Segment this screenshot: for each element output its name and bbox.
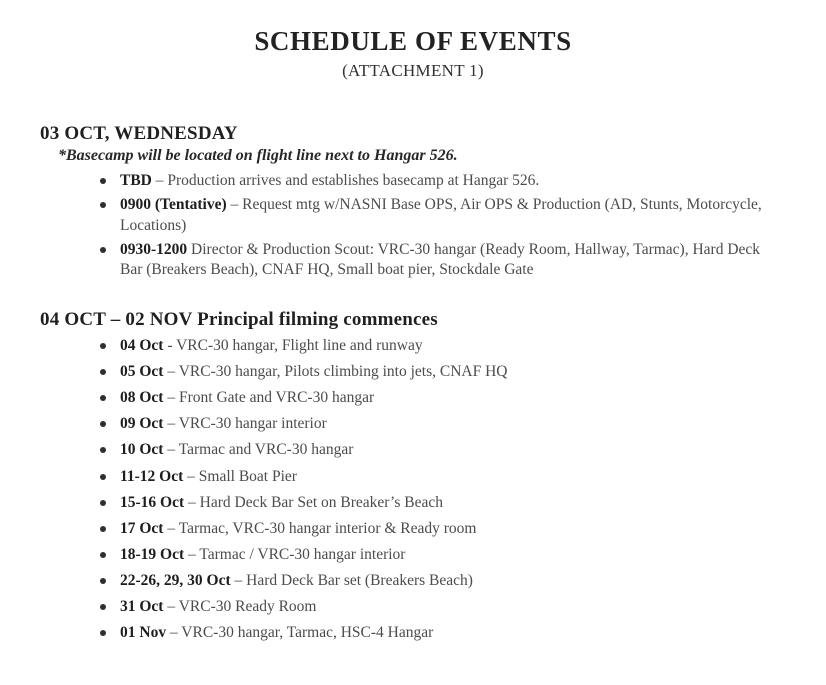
- list-item-text: Director & Production Scout: VRC-30 hangar (Ready Room, Hallway, Tarmac), Hard Deck Bar (Breakers Beach), CNAF HQ, Small boat pier, Stockdale Gate: [120, 240, 761, 279]
- list-item-text: – VRC-30 Ready Room: [163, 598, 317, 616]
- list-item-lead: 15-16 Oct: [120, 493, 185, 511]
- list-item: [118, 467, 786, 488]
- list-item-lead: 09 Oct: [120, 415, 164, 433]
- list-item-text: – VRC-30 hangar, Pilots climbing into jets, CNAF HQ: [163, 363, 508, 381]
- list-item: [118, 240, 786, 281]
- bullet-icon: [100, 369, 106, 375]
- list-item: [118, 519, 786, 540]
- list-item-text: – Request mtg w/NASNI Base OPS, Air OPS & Production (AD, Stunts, Motorcycle, Locations): [120, 196, 762, 234]
- list-item: [118, 336, 786, 357]
- list-item-lead: 0930-1200: [120, 240, 188, 258]
- list-item-lead: 01 Nov: [120, 624, 167, 642]
- list-item-text: – Hard Deck Bar Set on Breaker’s Beach: [184, 493, 443, 511]
- list-item: [118, 623, 786, 644]
- list-item-text: – Front Gate and VRC-30 hangar: [163, 389, 375, 407]
- list-item: [118, 440, 786, 461]
- list-item: [118, 493, 786, 514]
- list-item-lead: 0900 (Tentative): [120, 196, 227, 214]
- bullet-icon: [100, 421, 106, 427]
- list-item-lead: 17 Oct: [120, 519, 164, 537]
- bullet-icon: [100, 578, 106, 584]
- list-item-text: – Tarmac / VRC-30 hangar interior: [184, 545, 406, 563]
- bullet-icon: [100, 630, 106, 636]
- list-item: [118, 388, 786, 409]
- list-item-lead: 08 Oct: [120, 389, 164, 407]
- list-item: [118, 171, 786, 192]
- list-item-lead: 04 Oct: [120, 337, 164, 355]
- section-note-basecamp: *Basecamp will be located on flight line next to Hangar 526.: [58, 147, 458, 164]
- list-item-text: – Production arrives and establishes basecamp at Hangar 526.: [151, 172, 540, 189]
- list-item-text: – Small Boat Pier: [183, 467, 297, 485]
- list-item-text: – Tarmac, VRC-30 hangar interior & Ready room: [163, 519, 477, 537]
- bullet-icon: [100, 526, 106, 532]
- bullet-icon: [100, 395, 106, 401]
- bullet-icon: [100, 474, 106, 480]
- list-item-lead: 05 Oct: [120, 363, 164, 381]
- list-item-lead: 10 Oct: [120, 441, 164, 459]
- section-spacer: [40, 287, 786, 309]
- bullet-icon: [100, 343, 106, 349]
- schedule-list-1: [40, 171, 786, 281]
- list-item-text: – Tarmac and VRC-30 hangar: [163, 441, 354, 459]
- list-item: [118, 545, 786, 566]
- section-heading-date: 03 OCT, WEDNESDAY: [40, 123, 238, 144]
- list-item-text: - VRC-30 hangar, Flight line and runway: [163, 337, 423, 355]
- bullet-icon: [100, 202, 106, 208]
- list-item-lead: TBD: [120, 172, 152, 189]
- list-item-lead: 11-12 Oct: [120, 467, 184, 485]
- list-item: [118, 362, 786, 383]
- list-item-text: – VRC-30 hangar, Tarmac, HSC-4 Hangar: [166, 624, 434, 642]
- list-item-text: – VRC-30 hangar interior: [163, 415, 327, 433]
- list-item: [118, 571, 786, 592]
- bullet-icon: [100, 447, 106, 453]
- list-item: [118, 414, 786, 435]
- section-heading-filming: 04 OCT – 02 NOV Principal filming commences: [40, 309, 438, 331]
- schedule-list-2: [40, 336, 786, 644]
- bullet-icon: [100, 604, 106, 610]
- list-item: [118, 597, 786, 618]
- bullet-icon: [100, 500, 106, 506]
- bullet-icon: [100, 247, 106, 253]
- bullet-icon: [100, 178, 106, 184]
- schedule-section-1: [40, 123, 786, 281]
- list-item-text: – Hard Deck Bar set (Breakers Beach): [230, 572, 473, 590]
- list-item-lead: 18-19 Oct: [120, 545, 185, 563]
- schedule-section-2: [40, 309, 786, 644]
- list-item-lead: 22-26, 29, 30 Oct: [120, 572, 231, 590]
- page-title: SCHEDULE OF EVENTS: [254, 26, 572, 56]
- list-item: [118, 195, 786, 236]
- bullet-icon: [100, 552, 106, 558]
- list-item-lead: 31 Oct: [120, 598, 164, 616]
- page-subtitle: (ATTACHMENT 1): [342, 61, 484, 80]
